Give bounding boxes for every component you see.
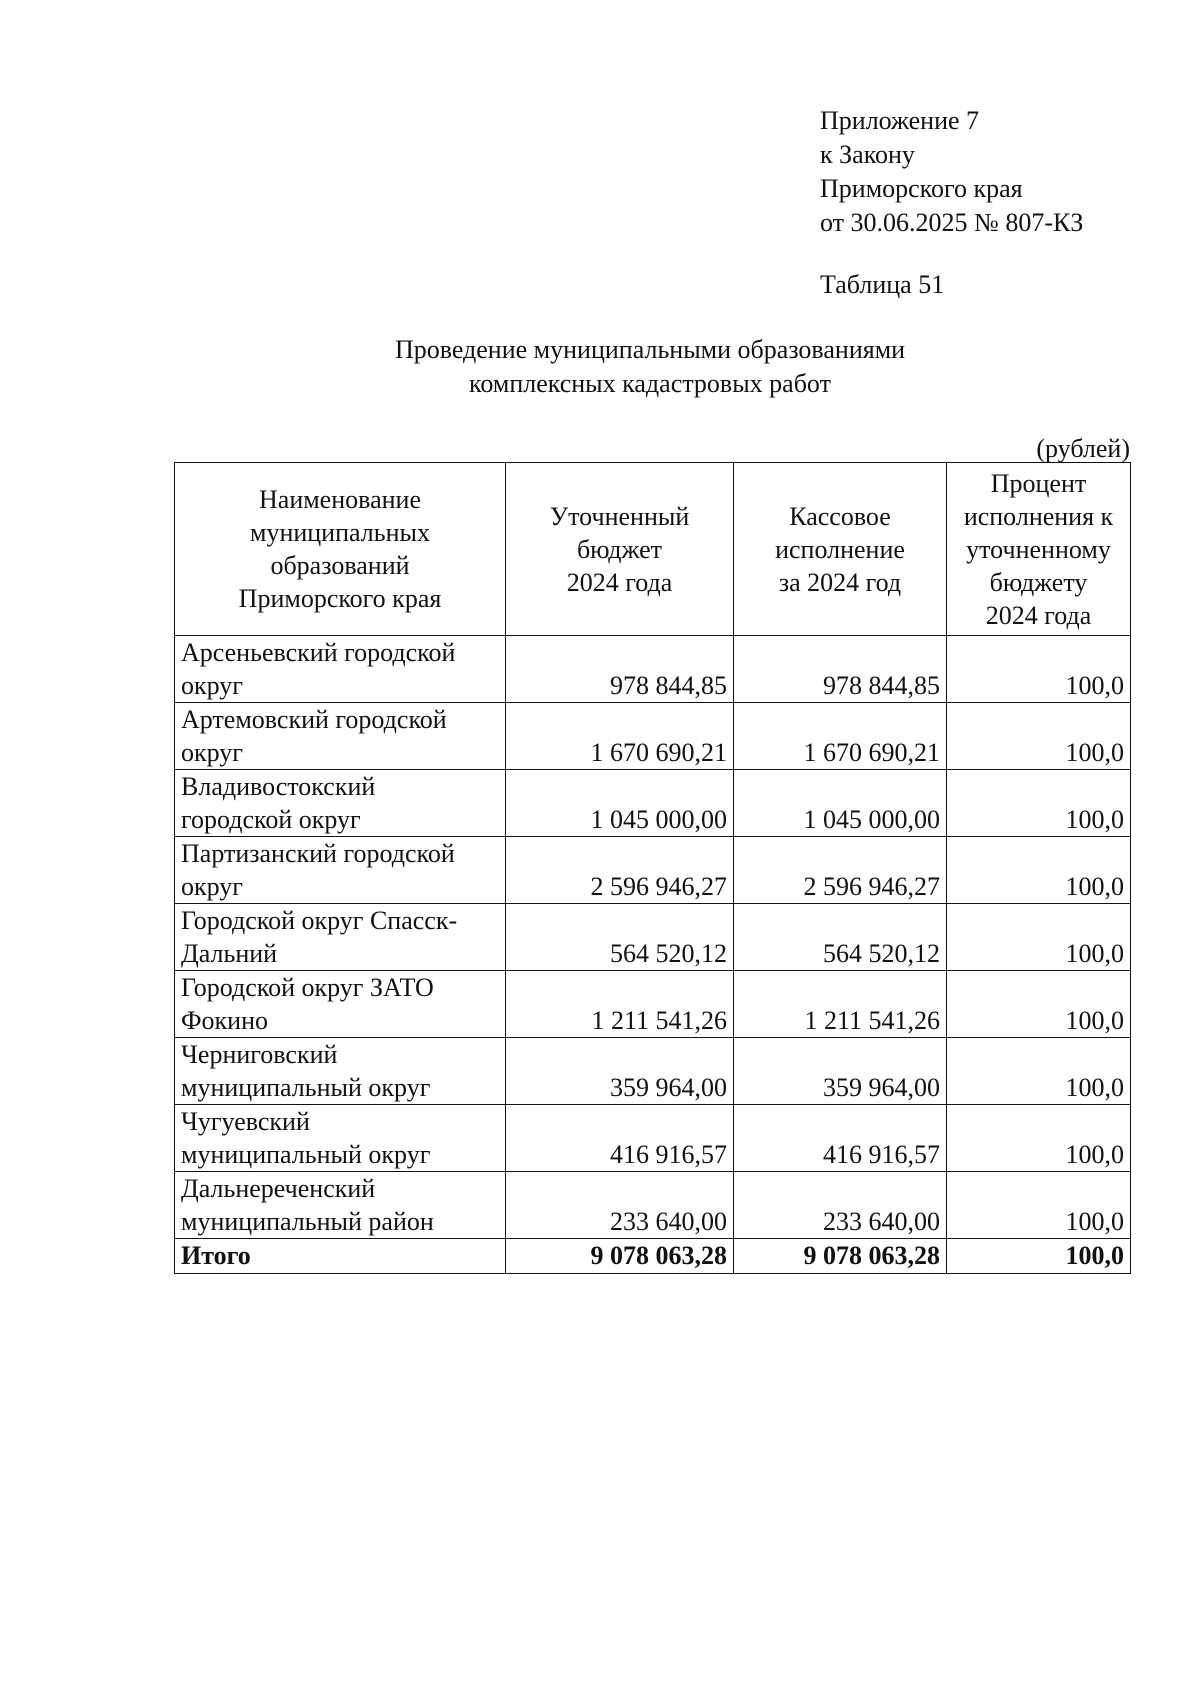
municipality-name: Чугуевский муниципальный округ xyxy=(175,1105,506,1172)
budget-value: 1 211 541,26 xyxy=(506,971,734,1038)
table-row xyxy=(175,1172,1131,1239)
budget-table xyxy=(174,462,1131,1274)
table-total-row xyxy=(175,1239,1131,1274)
table-row xyxy=(175,1105,1131,1172)
budget-value: 233 640,00 xyxy=(506,1172,734,1239)
budget-value: 564 520,12 xyxy=(506,904,734,971)
title-line: Проведение муниципальными образованиями xyxy=(394,335,906,364)
total-execution-value: 9 078 063,28 xyxy=(734,1239,947,1274)
units-label: (рублей) xyxy=(1036,434,1130,463)
municipality-name: Дальнереченский муниципальный район xyxy=(175,1172,506,1239)
header-name: Наименование муниципальных образований Приморского края xyxy=(175,463,506,636)
table-number: Таблица 51 xyxy=(820,270,945,299)
header-execution: Кассовое исполнение за 2024 год xyxy=(734,463,947,636)
table-row xyxy=(175,703,1131,770)
execution-value: 2 596 946,27 xyxy=(734,837,947,904)
header-percent: Процент исполнения к уточненному бюджету 2024 года xyxy=(947,463,1131,636)
municipality-name: Арсеньевский городской округ xyxy=(175,636,506,703)
table-row xyxy=(175,1038,1131,1105)
percent-value: 100,0 xyxy=(947,703,1131,770)
appendix-line: Приморского края xyxy=(820,174,1023,203)
budget-value: 2 596 946,27 xyxy=(506,837,734,904)
percent-value: 100,0 xyxy=(947,1172,1131,1239)
total-budget-value: 9 078 063,28 xyxy=(506,1239,734,1274)
execution-value: 359 964,00 xyxy=(734,1038,947,1105)
document-title xyxy=(300,333,1000,401)
execution-value: 564 520,12 xyxy=(734,904,947,971)
execution-value: 1 670 690,21 xyxy=(734,703,947,770)
municipality-name: Черниговский муниципальный округ xyxy=(175,1038,506,1105)
table-row xyxy=(175,904,1131,971)
percent-value: 100,0 xyxy=(947,837,1131,904)
percent-value: 100,0 xyxy=(947,904,1131,971)
municipality-name: Городской округ Спасск- Дальний xyxy=(175,904,506,971)
budget-value: 1 045 000,00 xyxy=(506,770,734,837)
appendix-reference xyxy=(820,104,1083,240)
budget-value: 978 844,85 xyxy=(506,636,734,703)
execution-value: 416 916,57 xyxy=(734,1105,947,1172)
total-label: Итого xyxy=(175,1239,506,1274)
table-row xyxy=(175,837,1131,904)
execution-value: 1 045 000,00 xyxy=(734,770,947,837)
execution-value: 233 640,00 xyxy=(734,1172,947,1239)
percent-value: 100,0 xyxy=(947,971,1131,1038)
appendix-line: Приложение 7 xyxy=(820,106,980,135)
municipality-name: Владивостокский городской округ xyxy=(175,770,506,837)
appendix-line: от 30.06.2025 № 807-КЗ xyxy=(820,208,1084,237)
total-percent-value: 100,0 xyxy=(947,1239,1131,1274)
budget-value: 416 916,57 xyxy=(506,1105,734,1172)
budget-value: 359 964,00 xyxy=(506,1038,734,1105)
budget-value: 1 670 690,21 xyxy=(506,703,734,770)
title-line: комплексных кадастровых работ xyxy=(469,369,831,398)
municipality-name: Городской округ ЗАТО Фокино xyxy=(175,971,506,1038)
table-row xyxy=(175,971,1131,1038)
execution-value: 978 844,85 xyxy=(734,636,947,703)
table-row xyxy=(175,770,1131,837)
table-header-row xyxy=(175,463,1131,636)
execution-value: 1 211 541,26 xyxy=(734,971,947,1038)
municipality-name: Артемовский городской округ xyxy=(175,703,506,770)
table-row xyxy=(175,636,1131,703)
percent-value: 100,0 xyxy=(947,636,1131,703)
municipality-name: Партизанский городской округ xyxy=(175,837,506,904)
percent-value: 100,0 xyxy=(947,770,1131,837)
percent-value: 100,0 xyxy=(947,1105,1131,1172)
header-budget: Уточненный бюджет 2024 года xyxy=(506,463,734,636)
percent-value: 100,0 xyxy=(947,1038,1131,1105)
appendix-line: к Закону xyxy=(820,140,915,169)
